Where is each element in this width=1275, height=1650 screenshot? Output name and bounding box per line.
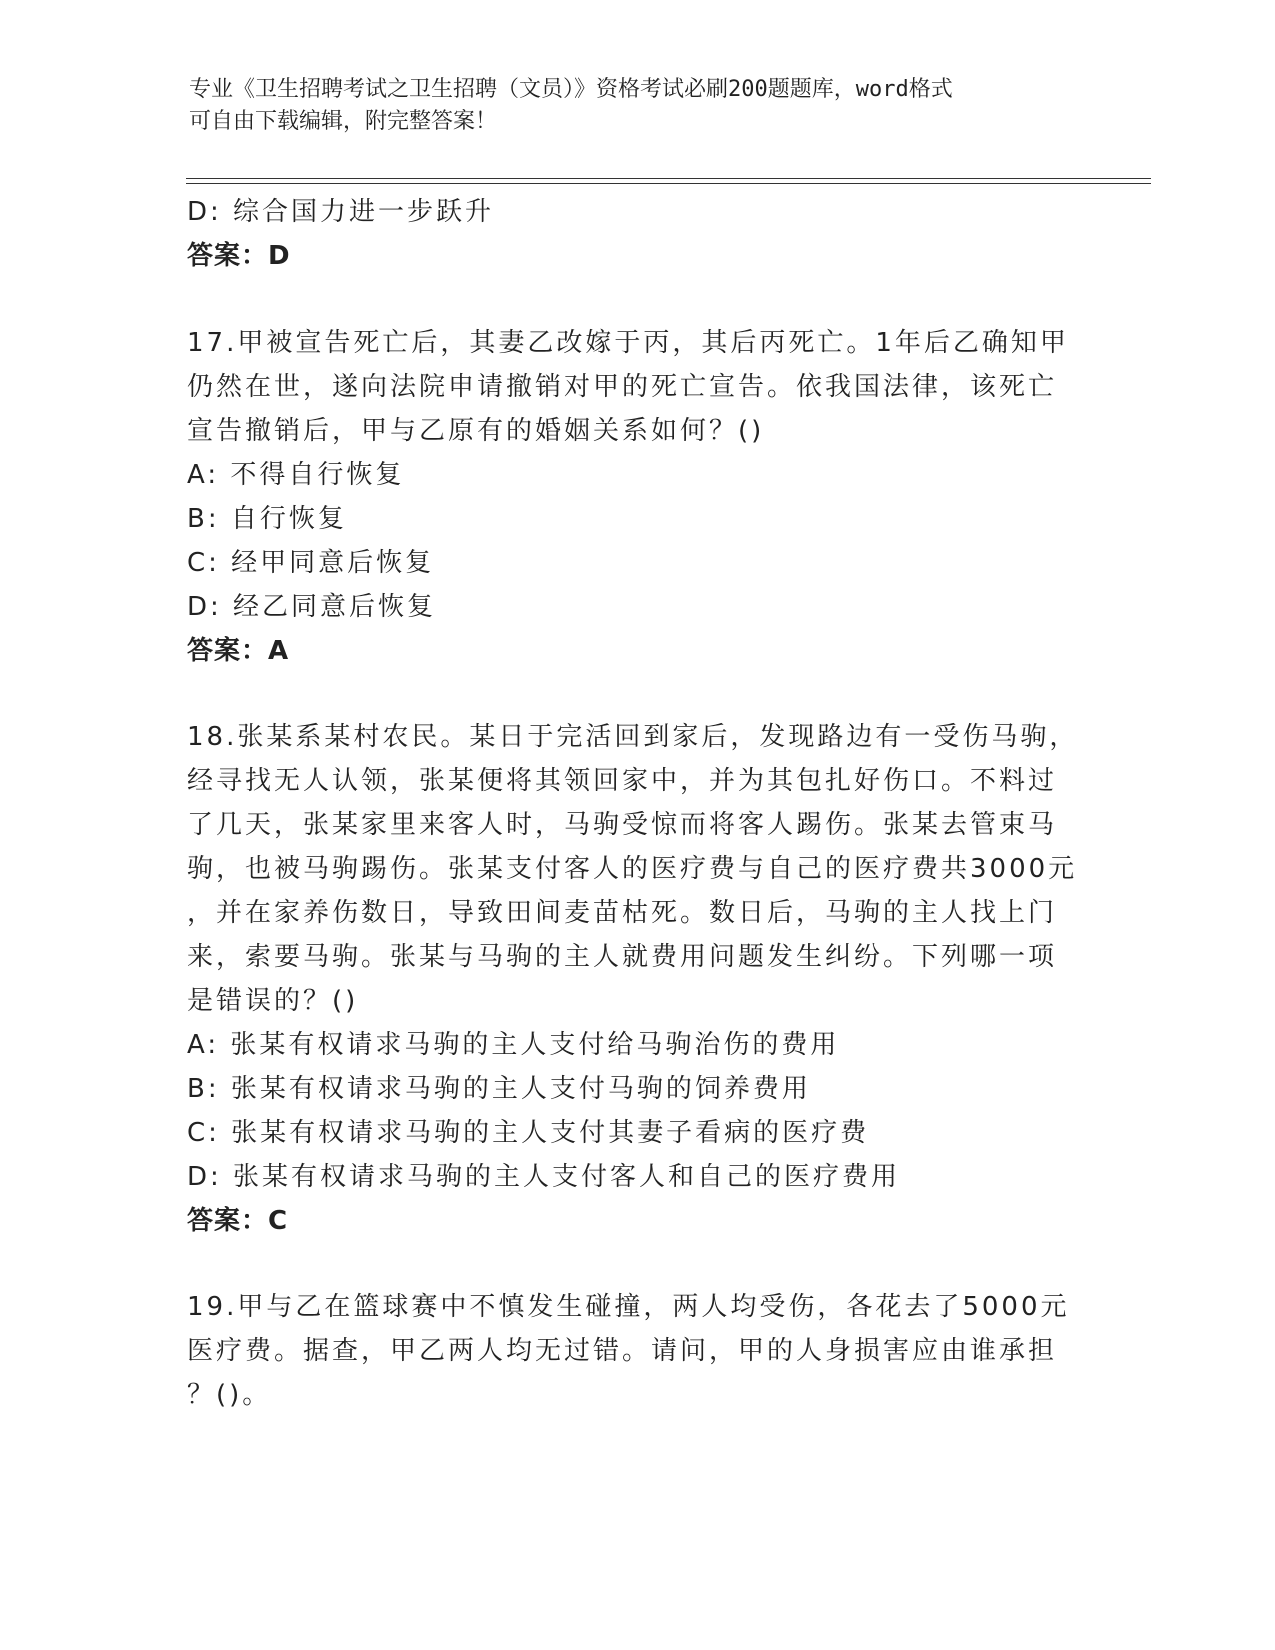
q17-option-c: C: 经甲同意后恢复 bbox=[187, 548, 435, 578]
header-line-1: 专业《卫生招聘考试之卫生招聘（文员）》资格考试必刷200题题库，word格式 bbox=[189, 77, 953, 102]
q17-stem-line-2: 仍然在世，遂向法院申请撤销对甲的死亡宣告。依我国法律，该死亡 bbox=[187, 372, 1058, 402]
q18-option-c: C: 张某有权请求马驹的主人支付其妻子看病的医疗费 bbox=[187, 1118, 870, 1148]
q18-option-a: A: 张某有权请求马驹的主人支付给马驹治伤的费用 bbox=[187, 1030, 840, 1060]
q19-stem-line-1: 19.甲与乙在篮球赛中不慎发生碰撞，两人均受伤，各花去了5000元 bbox=[187, 1292, 1070, 1322]
q18-stem-line-3: 了几天，张某家里来客人时，马驹受惊而将客人踢伤。张某去管束马 bbox=[187, 810, 1058, 840]
document-header bbox=[189, 74, 1089, 138]
header-divider-top bbox=[186, 178, 1151, 179]
q18-stem-line-7: 是错误的？() bbox=[187, 986, 359, 1016]
q18-option-d: D: 张某有权请求马驹的主人支付客人和自己的医疗费用 bbox=[187, 1162, 901, 1192]
q19-stem-line-2: 医疗费。据查，甲乙两人均无过错。请问，甲的人身损害应由谁承担 bbox=[187, 1336, 1058, 1366]
q17-option-d: D: 经乙同意后恢复 bbox=[187, 592, 437, 622]
q18-stem-line-6: 来，索要马驹。张某与马驹的主人就费用问题发生纠纷。下列哪一项 bbox=[187, 942, 1058, 972]
header-divider-bottom bbox=[186, 183, 1151, 184]
q17-option-b: B: 自行恢复 bbox=[187, 504, 347, 534]
q18-stem-line-2: 经寻找无人认领，张某便将其领回家中，并为其包扎好伤口。不料过 bbox=[187, 766, 1058, 796]
q18-stem-line-5: ，并在家养伤数日，导致田间麦苗枯死。数日后，马驹的主人找上门 bbox=[187, 898, 1058, 928]
q18-stem-line-1: 18.张某系某村农民。某日于完活回到家后，发现路边有一受伤马驹， bbox=[187, 722, 1079, 752]
q18-option-b: B: 张某有权请求马驹的主人支付马驹的饲养费用 bbox=[187, 1074, 811, 1104]
q17-option-a: A: 不得自行恢复 bbox=[187, 460, 405, 490]
q18-stem-line-4: 驹，也被马驹踢伤。张某支付客人的医疗费与自己的医疗费共3000元 bbox=[187, 854, 1078, 884]
q17-stem-line-3: 宣告撤销后，甲与乙原有的婚姻关系如何？() bbox=[187, 416, 765, 446]
q17-stem-line-1: 17.甲被宣告死亡后，其妻乙改嫁于丙，其后丙死亡。1年后乙确知甲 bbox=[187, 328, 1069, 358]
q18-answer: 答案：C bbox=[187, 1206, 289, 1236]
prev-answer: 答案：D bbox=[187, 241, 291, 271]
q17-answer: 答案：A bbox=[187, 636, 290, 666]
prev-option-d: D: 综合国力进一步跃升 bbox=[187, 197, 495, 227]
q19-stem-line-3: ？()。 bbox=[187, 1380, 272, 1410]
header-line-2: 可自由下载编辑，附完整答案！ bbox=[189, 109, 498, 134]
